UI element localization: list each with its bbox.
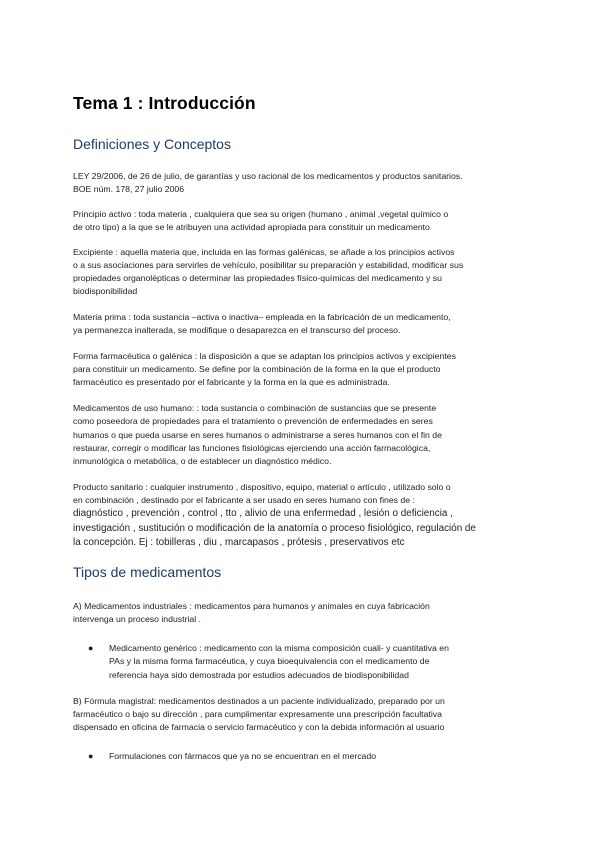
text-line: humanos o que pueda usarse en seres humanos o administrarse a seres humanos con el fin de <box>73 429 442 440</box>
text-line: Excipiente : aquella materia que, incluida en las formas galénicas, se añade a los principios activos <box>73 246 455 257</box>
bullet-icon: ● <box>88 751 94 762</box>
bullet-list-industriales <box>73 642 531 682</box>
page-title: Tema 1 : Introducción <box>73 93 256 113</box>
paragraph-industriales <box>73 600 531 626</box>
paragraph-producto-sanitario <box>73 481 531 551</box>
text-line: inmunológica o metabólica, o de establecer un diagnóstico médico. <box>73 455 332 466</box>
section-heading-tipos: Tipos de medicamentos <box>73 563 222 580</box>
text-line: de otro tipo) a la que se le atribuyen una actividad apropiada para constituir un medicamento <box>73 222 430 233</box>
text-line: referencia haya sido demostrada por estudios adecuados de biodisponibilidad <box>109 669 409 680</box>
text-line: Principio activo : toda materia , cualquiera que sea su origen (humano , animal ,vegetal químico o <box>73 208 449 219</box>
text-line: PAs y la misma forma farmacéutica, y cuya bioequivalencia con el medicamento de <box>109 656 430 667</box>
section-heading-definiciones: Definiciones y Conceptos <box>73 136 231 152</box>
text-line: farmacéutico o bajo su dirección , para cumplimentar expresamente una prescripción facultativa <box>73 709 442 720</box>
paragraph-forma-farmaceutica <box>73 350 531 390</box>
paragraph-excipiente <box>73 246 531 299</box>
text-line: dispensado en oficina de farmacia o servicio farmacéutico y con la debida información al usuario <box>73 722 445 733</box>
document-content <box>73 93 531 764</box>
text-line: BOE núm. 178, 27 julio 2006 <box>73 184 185 195</box>
text-line: LEY 29/2006, de 26 de julio, de garantías y uso racional de los medicamentos y productos sanitarios. <box>73 171 463 181</box>
text-line: propiedades organolépticas o determinar las propiedades físico-químicas del medicamento y su <box>73 273 442 284</box>
paragraph-materia-prima <box>73 311 531 337</box>
text-line: Formulaciones con fármacos que ya no se encuentran en el mercado <box>109 751 377 762</box>
text-line: o a sus asociaciones para servirles de vehículo, posibilitar su preparación y estabilidad, modificar sus <box>73 260 464 271</box>
text-line: farmacéutico es presentado por el fabricante y la forma en la que es administrada. <box>73 377 390 388</box>
text-line: para constituir un medicamento. Se define por la combinación de la forma en la que el producto <box>73 364 441 375</box>
text-line: investigación , sustitución o modificación de la anatomía o proceso fisiológico, regulación de <box>73 522 476 534</box>
text-line: intervenga un proceso industrial . <box>73 614 201 625</box>
list-item-generico <box>73 642 531 682</box>
text-line: diagnóstico , prevención , control , tto , alivio de una enfermedad , lesión o deficiencia , <box>73 508 453 520</box>
paragraph-medicamento-uso-humano <box>73 402 531 468</box>
text-line: en combinación , destinado por el fabricante a ser usado en seres humano con fines de : <box>73 494 415 505</box>
text-line: Medicamento genérico : medicamento con la misma composición cuali- y cuantitativa en <box>109 643 449 654</box>
text-line: Producto sanitario : cualquier instrumento , dispositivo, equipo, material o artículo , utilizado solo o <box>73 481 451 492</box>
list-item-formulaciones <box>73 750 531 763</box>
bullet-icon: ● <box>88 643 94 654</box>
bullet-list-formula <box>73 750 531 763</box>
text-line: A) Medicamentos industriales : medicamentos para humanos y animales en cuya fabricación <box>73 600 430 611</box>
text-line: biodisponibilidad <box>73 286 138 297</box>
text-line: como poseedora de propiedades para el tratamiento o prevención de enfermedades en seres <box>73 416 433 427</box>
text-line: B) Fórmula magistral: medicamentos destinados a un paciente individualizado, preparado por un <box>73 695 445 706</box>
text-line: Forma farmacéutica o galénica : la disposición a que se adaptan los principios activos y excipientes <box>73 351 456 362</box>
text-line: Medicamentos de uso humano: : toda sustancia o combinación de sustancias que se presente <box>73 403 437 414</box>
paragraph-law-reference <box>73 170 531 196</box>
paragraph-principio-activo <box>73 208 531 234</box>
text-line: Materia prima : toda sustancia –activa o inactiva– empleada en la fabricación de un medicamento, <box>73 312 451 323</box>
text-line: la concepción. Ej : tobilleras , diu , marcapasos , prótesis , preservativos etc <box>73 537 405 549</box>
text-line: restaurar, corregir o modificar las funciones fisiológicas ejerciendo una acción farmacológica, <box>73 442 431 453</box>
text-line: ya permanezca inalterada, se modifique o desaparezca en el transcurso del proceso. <box>73 325 401 336</box>
paragraph-formula-magistral <box>73 695 531 735</box>
